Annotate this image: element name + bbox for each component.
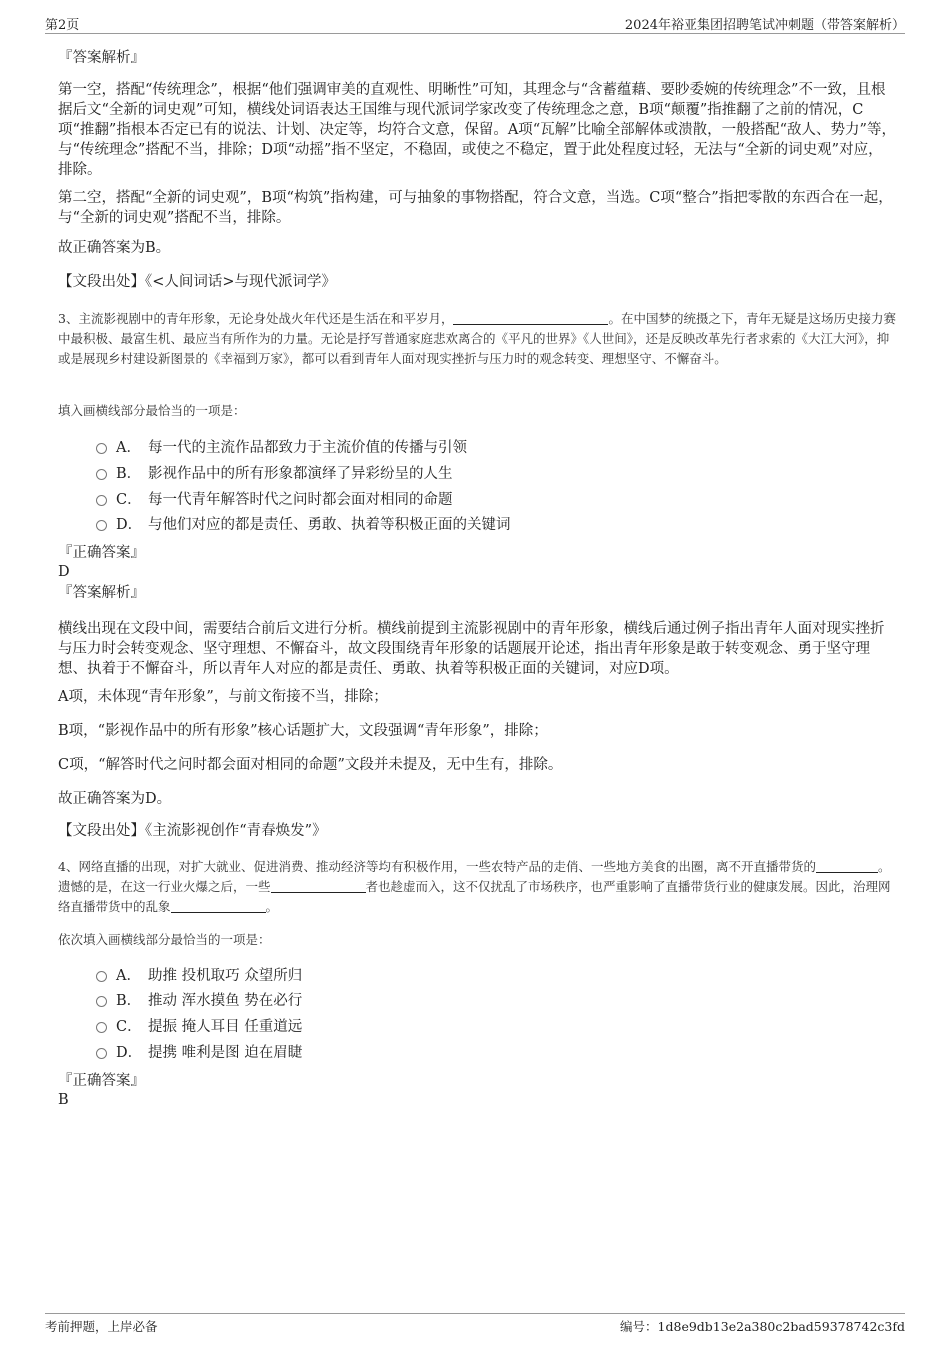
radio-icon[interactable] — [96, 971, 107, 982]
q2-analysis-p1: 第一空，搭配“传统理念”，根据“他们强调审美的直观性、明晰性”可知，其理念与“含蓄蕴藉、要眇委婉的传统理念”不一致，且根据后文“全新的词史观”可知，横线处词语表达王国维与现代派词学家改变了传统理念之意，B项“颠覆”指推翻了之前的情况，C项“推翻”指根本否定已有的说法、计划、决定等，均符合文意，保留。A项“瓦解”比喻全部解体或溃散，一般搭配“敌人、势力”等，与“传统理念”搭配不当，排除；D项“动摇”指不坚定，不稳固，或使之不稳定，置于此处程度过轻，无法与“全新的词史观”对应，排除。 — [58, 82, 896, 178]
document-code: 编号：1d8e9db13e2a380c2bad59378742c3fd — [620, 1319, 905, 1334]
q3-option-b[interactable]: B． 影视作品中的所有形象都演绎了异彩纷呈的人生 — [96, 464, 453, 484]
answer-blank — [453, 311, 608, 325]
answer-blank — [271, 879, 366, 893]
q4-option-b[interactable]: B． 推动 浑水摸鱼 势在必行 — [96, 991, 302, 1011]
answer-blank — [816, 859, 878, 873]
q3-option-a[interactable]: A． 每一代的主流作品都致力于主流价值的传播与引领 — [96, 438, 467, 458]
q4-answer-label: 『正确答案』 — [58, 1073, 145, 1089]
q3-analysis-c: C项，“解答时代之问时都会面对相同的命题”文段并未提及，无中生有，排除。 — [58, 757, 563, 773]
radio-icon[interactable] — [96, 469, 107, 480]
q3-stem: 3、主流影视剧中的青年形象，无论身处战火年代还是生活在和平岁月， 。在中国梦的统摄之下，青年无疑是这场历史接力赛中最积极、最富生机、最应当有所作为的力量。无论是抒写普通家庭悲欢离合的《平凡的世界》《人世间》，还是反映改革先行者求索的《大江大河》，抑或是展现乡村建设新图景的《幸福到万家》，都可以看到青年人面对现实挫折与压力时的观念转变、理想坚守、不懈奋斗。 — [58, 311, 896, 366]
q3-analysis-b: B项，“影视作品中的所有形象”核心话题扩大，文段强调“青年形象”，排除； — [58, 723, 548, 739]
page-footer — [45, 1313, 905, 1334]
q3-conclusion: 故正确答案为D。 — [58, 791, 172, 807]
q2-analysis-label: 『答案解析』 — [58, 50, 145, 66]
radio-icon[interactable] — [96, 1048, 107, 1059]
answer-blank — [171, 899, 266, 913]
page-header — [45, 14, 905, 34]
q3-answer-label: 『正确答案』 — [58, 545, 145, 561]
radio-icon[interactable] — [96, 443, 107, 454]
q2-source: 【文段出处】《<人间词话>与现代派词学》 — [58, 274, 337, 290]
q4-prompt: 依次填入画横线部分最恰当的一项是： — [58, 932, 271, 947]
q4-option-a[interactable]: A． 助推 投机取巧 众望所归 — [96, 966, 302, 986]
q3-answer: D — [58, 564, 70, 580]
q3-option-c[interactable]: C． 每一代青年解答时代之问时都会面对相同的命题 — [96, 490, 453, 510]
footer-slogan: 考前押题，上岸必备 — [45, 1319, 158, 1334]
radio-icon[interactable] — [96, 495, 107, 506]
q4-option-c[interactable]: C． 提振 掩人耳目 任重道远 — [96, 1017, 302, 1037]
q4-option-d[interactable]: D． 提携 唯利是图 迫在眉睫 — [96, 1043, 302, 1063]
q3-source: 【文段出处】《主流影视创作“青春焕发”》 — [58, 823, 327, 839]
q3-analysis-p1: 横线出现在文段中间，需要结合前后文进行分析。横线前提到主流影视剧中的青年形象，横线后通过例子指出青年人面对现实挫折与压力时会转变观念、坚守理想、不懈奋斗，故文段围绕青年形象的话题展开论述，指出青年形象是敢于转变观念、勇于坚守理想、执着于不懈奋斗，所以青年人对应的都是责任、勇敢、执着等积极正面的关键词，对应D项。 — [58, 621, 885, 677]
q2-conclusion: 故正确答案为B。 — [58, 240, 171, 256]
radio-icon[interactable] — [96, 520, 107, 531]
q3-prompt: 填入画横线部分最恰当的一项是： — [58, 403, 246, 418]
q4-answer: B — [58, 1092, 69, 1108]
q3-analysis-label: 『答案解析』 — [58, 585, 145, 601]
radio-icon[interactable] — [96, 1022, 107, 1033]
page-number: 第2页 — [45, 18, 80, 33]
q3-option-d[interactable]: D． 与他们对应的都是责任、勇敢、执着等积极正面的关键词 — [96, 515, 511, 535]
q4-stem: 4、网络直播的出现，对扩大就业、促进消费、推动经济等均有积极作用，一些农特产品的走俏、一些地方美食的出圈，离不开直播带货的 。遗憾的是，在这一行业火爆之后，一些 者也趁虚而入，这不仅扰乱了市场秩序，也严重影响了直播带货行业的健康发展。因此，治理网络直播带货中的乱象 。 — [58, 859, 891, 914]
q2-analysis-p2: 第二空，搭配“全新的词史观”，B项“构筑”指构建，可与抽象的事物搭配，符合文意，当选。C项“整合”指把零散的东西合在一起，与“全新的词史观”搭配不当，排除。 — [58, 190, 893, 226]
document-title: 2024年裕亚集团招聘笔试冲刺题（带答案解析） — [624, 18, 905, 33]
q3-analysis-a: A项，未体现“青年形象”，与前文衔接不当，排除； — [58, 689, 388, 705]
radio-icon[interactable] — [96, 996, 107, 1007]
